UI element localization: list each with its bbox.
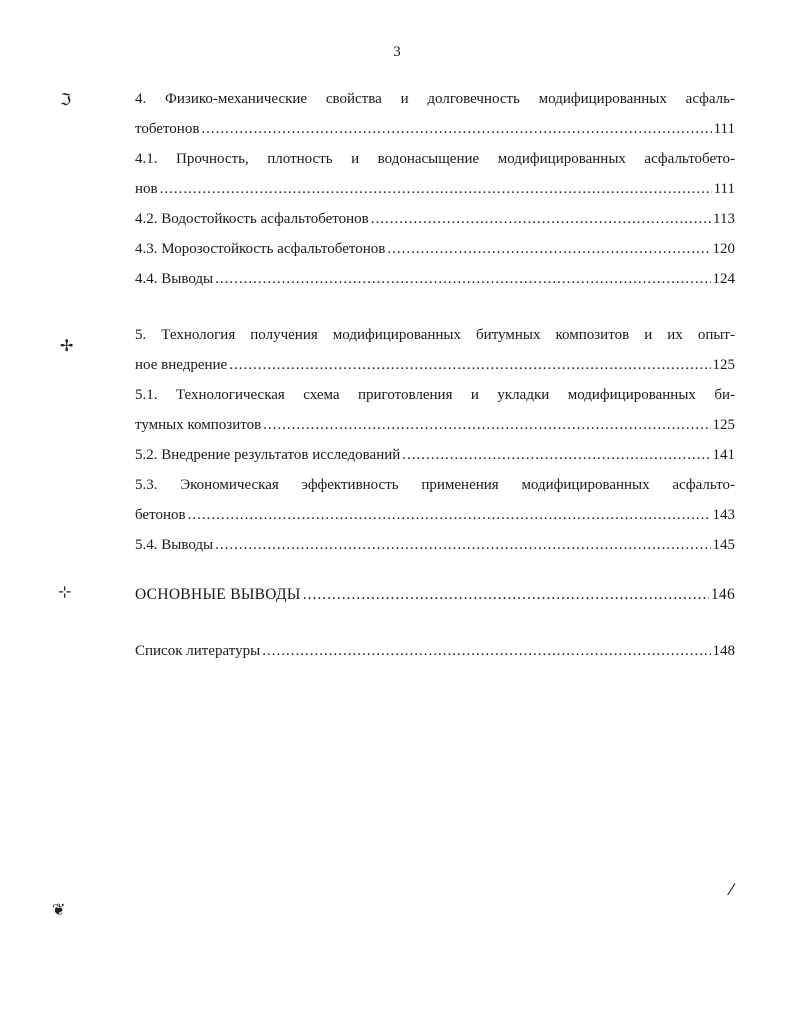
page-number: 3 bbox=[393, 44, 401, 60]
dot-leader bbox=[229, 350, 710, 380]
toc-section-5-3-line1: 5.3. Экономическая эффективность применения модифицированных асфальто- bbox=[135, 477, 735, 493]
toc-section-5-3-line2 bbox=[135, 500, 735, 530]
toc-section-4-3 bbox=[135, 234, 735, 264]
toc-chapter5-title-line2 bbox=[135, 350, 735, 380]
toc-page-number: 141 bbox=[712, 447, 735, 463]
table-of-contents bbox=[135, 84, 735, 666]
scan-artifact-mark: ℑ bbox=[60, 90, 72, 109]
toc-entry-text: бетонов bbox=[135, 507, 186, 523]
scan-artifact-mark: ✢ bbox=[60, 336, 74, 355]
dot-leader bbox=[402, 440, 710, 470]
toc-section-5-2 bbox=[135, 440, 735, 470]
toc-page-number: 120 bbox=[712, 241, 735, 257]
dot-leader bbox=[215, 530, 710, 560]
toc-page-number: 145 bbox=[712, 537, 735, 553]
toc-page-number: 113 bbox=[713, 211, 735, 227]
spacer bbox=[135, 294, 735, 320]
dot-leader bbox=[387, 234, 710, 264]
toc-page-number: 125 bbox=[712, 417, 735, 433]
dot-leader bbox=[263, 410, 710, 440]
toc-page-number: 148 bbox=[712, 643, 735, 659]
scan-artifact-mark: ⊹ bbox=[58, 582, 72, 601]
toc-entry-text: ОСНОВНЫЕ ВЫВОДЫ bbox=[135, 586, 301, 603]
toc-page-number: 111 bbox=[713, 121, 735, 137]
toc-entry-text: 4.3. Морозостойкость асфальтобетонов bbox=[135, 241, 386, 257]
dot-leader bbox=[303, 580, 709, 610]
toc-entry-text: тобетонов bbox=[135, 121, 200, 137]
toc-page-number: 111 bbox=[713, 181, 735, 197]
toc-entry-text: 5.2. Внедрение результатов исследований bbox=[135, 447, 401, 463]
toc-section-5-1-line2 bbox=[135, 410, 735, 440]
toc-section-5-1-line1: 5.1. Технологическая схема приготовления и укладки модифицированных би- bbox=[135, 387, 735, 403]
toc-entry-text: ное внедрение bbox=[135, 357, 228, 373]
dot-leader bbox=[201, 114, 711, 144]
toc-page-number: 146 bbox=[710, 586, 735, 603]
toc-entry-text: нов bbox=[135, 181, 158, 197]
toc-main-conclusions bbox=[135, 580, 735, 610]
toc-section-4-4 bbox=[135, 264, 735, 294]
scan-artifact-mark: ❦ bbox=[52, 900, 66, 919]
toc-entry-text: тумных композитов bbox=[135, 417, 262, 433]
toc-section-4-2 bbox=[135, 204, 735, 234]
dot-leader bbox=[262, 636, 710, 666]
toc-chapter4-title-line1: 4. Физико-механические свойства и долговечность модифицированных асфаль- bbox=[135, 91, 735, 107]
toc-section-4-1-line2 bbox=[135, 174, 735, 204]
spacer bbox=[135, 610, 735, 636]
toc-entry-text: Список литературы bbox=[135, 643, 261, 659]
dot-leader bbox=[188, 500, 711, 530]
toc-page-number: 125 bbox=[712, 357, 735, 373]
toc-entry-text: 5.4. Выводы bbox=[135, 537, 214, 553]
toc-section-5-4 bbox=[135, 530, 735, 560]
spacer bbox=[135, 560, 735, 580]
toc-entry-text: 4.2. Водостойкость асфальтобетонов bbox=[135, 211, 369, 227]
toc-page-number: 143 bbox=[712, 507, 735, 523]
toc-references bbox=[135, 636, 735, 666]
toc-chapter4-title-line2 bbox=[135, 114, 735, 144]
toc-page-number: 124 bbox=[712, 271, 735, 287]
dot-leader bbox=[371, 204, 711, 234]
toc-section-4-1-line1: 4.1. Прочность, плотность и водонасыщение модифицированных асфальтобето- bbox=[135, 151, 735, 167]
dot-leader bbox=[215, 264, 710, 294]
toc-entry-text: 4.4. Выводы bbox=[135, 271, 214, 287]
dot-leader bbox=[160, 174, 712, 204]
scan-artifact-mark: ⁄ bbox=[730, 880, 733, 899]
toc-chapter5-title-line1: 5. Технология получения модифицированных битумных композитов и их опыт- bbox=[135, 327, 735, 343]
